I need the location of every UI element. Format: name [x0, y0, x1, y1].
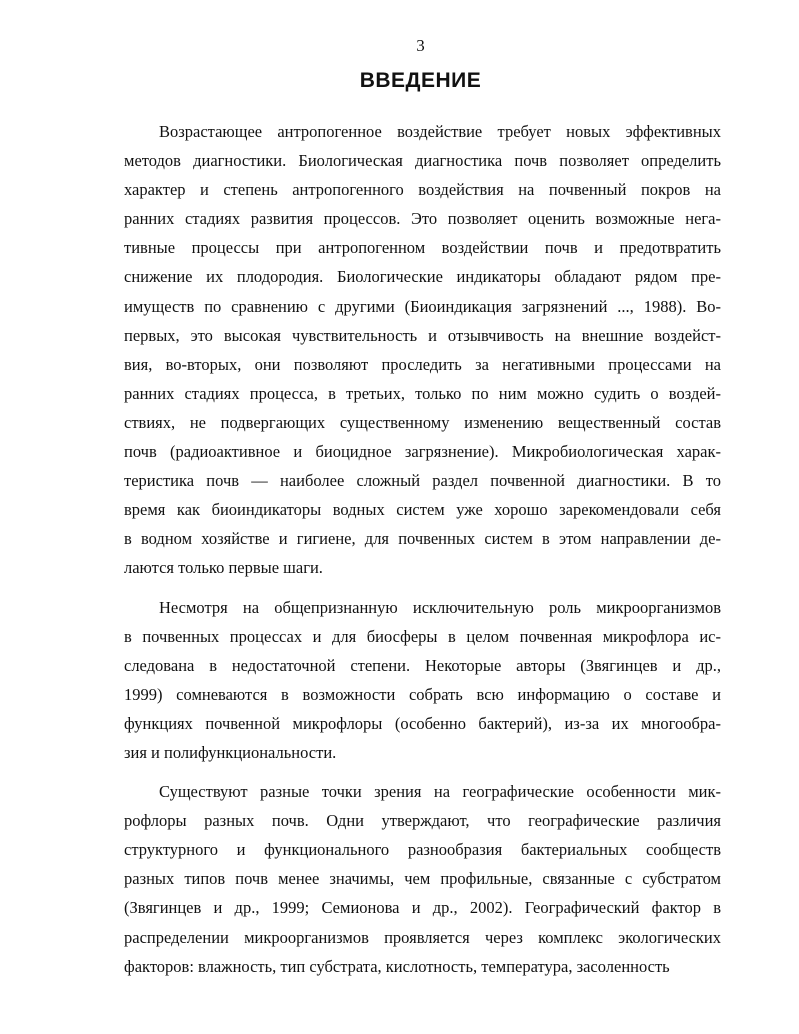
text-line: ствиях, не подвергающих существенному изменению вещественный состав	[124, 412, 721, 432]
text-line: функциях почвенной микрофлоры (особенно бактерий), из-за их многообра-	[124, 713, 721, 733]
text-line: распределении микроорганизмов проявляется через комплекс экологических	[124, 927, 721, 947]
text-line: теристика почв — наиболее сложный раздел почвенной диагностики. В то	[124, 471, 721, 491]
text-line: структурного и функционального разнообразия бактериальных сообществ	[124, 840, 721, 860]
text-line: (Звягинцев и др., 1999; Семионова и др., 2002). Географический фактор в	[124, 898, 721, 918]
paragraph-gap	[124, 583, 721, 593]
page-number: 3	[416, 36, 425, 55]
text-line: тивные процессы при антропогенном воздействии почв и предотвратить	[124, 238, 721, 258]
text-line: ранних стадиях развития процессов. Это позволяет оценить возможные нега-	[124, 209, 721, 229]
text-line: время как биоиндикаторы водных систем уже хорошо зарекомендовали себя	[124, 500, 721, 520]
text-line: в почвенных процессах и для биосферы в целом почвенная микрофлора ис-	[124, 626, 721, 646]
body-text	[124, 117, 721, 981]
text-line: лаются только первые шаги.	[124, 558, 323, 578]
text-line: факторов: влажность, тип субстрата, кислотность, температура, засоленность	[124, 956, 670, 976]
text-line: ранних стадиях процесса, в третьих, только по ним можно судить о воздей-	[124, 383, 721, 403]
text-line: Несмотря на общепризнанную исключительную роль микроорганизмов	[159, 597, 721, 617]
paragraph-gap	[124, 767, 721, 777]
text-line: в водном хозяйстве и гигиене, для почвенных систем в этом направлении де-	[124, 529, 721, 549]
text-line: 1999) сомневаются в возможности собрать всю информацию о составе и	[124, 684, 721, 704]
text-line: почв (радиоактивное и биоцидное загрязнение). Микробиологическая харак-	[124, 442, 721, 462]
text-line: следована в недостаточной степени. Некоторые авторы (Звягинцев и др.,	[124, 655, 721, 675]
text-line: разных типов почв менее значимы, чем профильные, связанные с субстратом	[124, 869, 721, 889]
text-line: снижение их плодородия. Биологические индикаторы обладают рядом пре-	[124, 267, 721, 287]
text-line: имуществ по сравнению с другими (Биоиндикация загрязнений ..., 1988). Во-	[124, 296, 721, 316]
page-title: ВВЕДЕНИЕ	[359, 69, 482, 92]
text-line: Возрастающее антропогенное воздействие требует новых эффективных	[159, 122, 721, 141]
text-line: характер и степень антропогенного воздействия на почвенный покров на	[124, 180, 721, 200]
text-line: вия, во-вторых, они позволяют проследить за негативными процессами на	[124, 354, 721, 374]
text-line: зия и полифункциональности.	[124, 742, 337, 762]
text-line: первых, это высокая чувствительность и отзывчивость на внешние воздейст-	[124, 325, 721, 345]
text-line: Существуют разные точки зрения на географические особенности мик-	[159, 782, 721, 802]
text-line: методов диагностики. Биологическая диагностика почв позволяет определить	[124, 151, 721, 171]
paragraph	[124, 117, 721, 583]
paragraph	[124, 593, 721, 768]
paragraph	[124, 777, 721, 981]
text-line: рофлоры разных почв. Одни утверждают, что географические различия	[124, 811, 721, 831]
